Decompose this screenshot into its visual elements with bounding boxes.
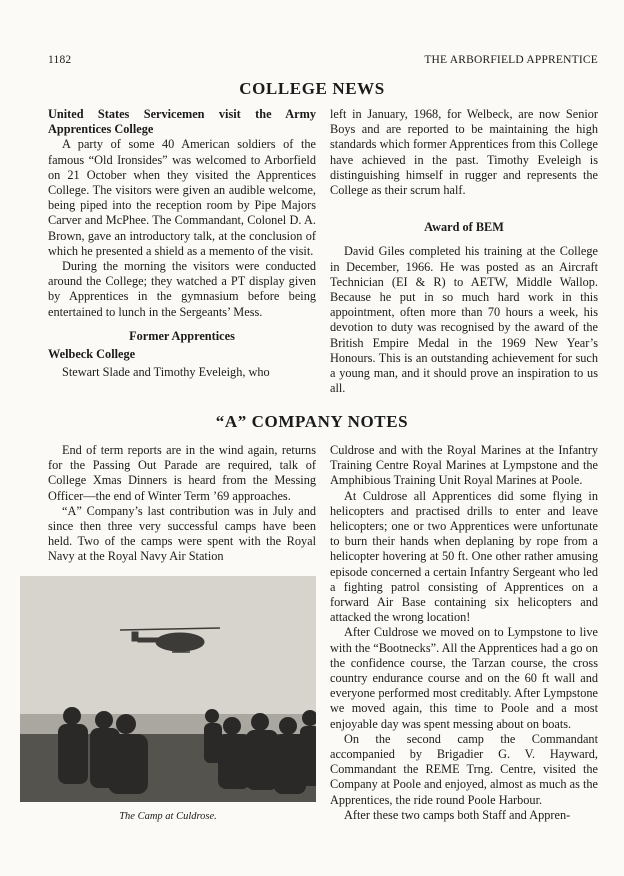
a-company-paragraph-1: End of term reports are in the wind again, returns for the Passing Out Parade are required, talk of College Xmas Dinners is heard from the Messing Officer—the end of Winter Term ’69 approaches.	[48, 443, 316, 503]
a-company-paragraph-2: “A” Company’s last contribution was in July and since then three very successful camps have been held. Two of the camps were spent with the Royal Navy at the Royal Navy Air Station	[48, 503, 316, 564]
camp-photo-image	[20, 576, 316, 802]
running-header: THE ARBORFIELD APPRENTICE	[424, 54, 598, 66]
camp-photo	[20, 576, 316, 802]
welbeck-paragraph-start: Stewart Slade and Timothy Eveleigh, who	[62, 365, 270, 380]
visit-heading: United States Servicemen visit the Army Apprentices College	[48, 107, 316, 137]
a-company-paragraph-5: On the second camp the Commandant accompanied by Brigadier G. V. Hayward, Commandant the REME Trng. Centre, visited the Company at Poole and enjoyed, almost as much as the Apprentices, the ride round Poole Harbour.	[330, 731, 598, 807]
visit-paragraph-2: During the morning the visitors were conducted around the College; they watched a PT display given by Apprentices in the gymnasium before being entertained to lunch in the Sergeants’ Mess.	[48, 259, 316, 319]
bem-paragraph: David Giles completed his training at the College in December, 1966. He was posted as an Aircraft Technician (EI & R) to AETW, Middle Wallop. Because he put in so much hard work in this appointment, often more than 70 hours a week, his devotion to duty was recognised by the award of the British Empire Medal in the 1969 New Year’s Honours. This is an outstanding achievement for such a young man, and it should prove an inspiration to us all.	[330, 244, 598, 396]
college-news-right-column	[330, 107, 598, 396]
welbeck-heading: Welbeck College	[48, 347, 136, 362]
a-company-left-column	[48, 443, 316, 565]
former-apprentices-heading: Former Apprentices	[129, 328, 235, 343]
a-company-paragraph-2-continued: Culdrose and with the Royal Marines at the Infantry Training Centre Royal Marines at Lympstone and the Amphibious Training Unit Royal Marines at Poole.	[330, 443, 598, 488]
a-company-paragraph-3: At Culdrose all Apprentices did some flying in helicopters and practised drills to enter and leave helicopters; one or two Apprentices were unfortunate to burn their hands when deplaning by rope from a helicopter hovering at 50 ft. One other rather amusing episode concerned a certain Infantry Sergeant who led a fighting patrol consisting of Apprentices on a forward Air Base containing six helicopters and attacked the wrong location!	[330, 488, 598, 625]
college-news-title: COLLEGE NEWS	[239, 79, 385, 98]
bem-heading: Award of BEM	[424, 220, 504, 235]
welbeck-paragraph-continued: left in January, 1968, for Welbeck, are now Senior Boys and are reported to be maintaining the high standards which former Apprentices from this College have achieved in the past. Timothy Eveleigh is distinguishing himself in rugger and represents the College as their scrum half.	[330, 107, 598, 198]
a-company-paragraph-4: After Culdrose we moved on to Lympstone to live with the “Bootnecks”. All the Apprentices had a go on the confidence course, the Tarzan course, the cross country endurance course and on the 60 ft wall and everyone performed most creditably. After Lympstone we moved again, this time to Poole and a most enjoyable day was spent messing about on boats.	[330, 625, 598, 731]
a-company-paragraph-6: After these two camps both Staff and Appren-	[344, 807, 571, 822]
page-number: 1182	[48, 54, 72, 66]
a-company-right-column	[330, 443, 598, 823]
visit-paragraph-1: A party of some 40 American soldiers of the famous “Old Ironsides” was welcomed to Arborfield on 21 October when they visited the Apprentices College. The visitors were given an audible welcome, being piped into the reception room by Pipe Majors Carver and McPhee. The Commandant, Colonel D. A. Brown, gave an introductory talk, at the conclusion of which he presented a shield as a memento of the visit.	[48, 137, 316, 258]
a-company-title: “A” COMPANY NOTES	[215, 412, 409, 431]
photo-caption: The Camp at Culdrose.	[119, 811, 217, 822]
college-news-left-column	[48, 107, 316, 380]
